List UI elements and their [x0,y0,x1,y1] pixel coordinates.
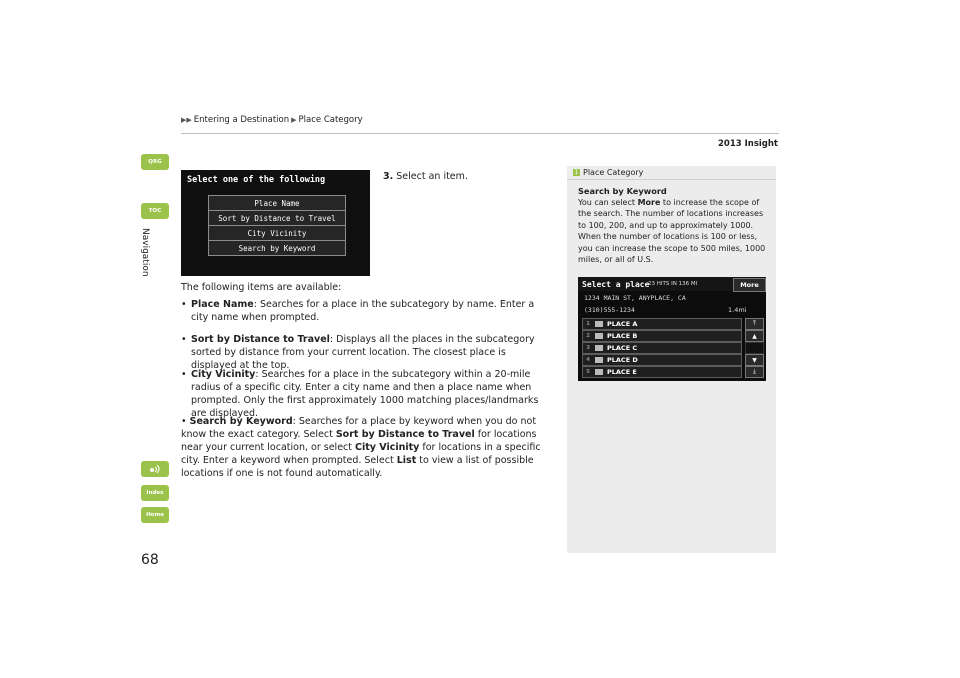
row-label: PLACE B [607,332,638,340]
nav-screen-image [181,170,370,276]
tab-toc[interactable]: TOC [141,203,169,219]
bullet-icon: • [181,299,187,310]
bold-term: City Vicinity [355,442,420,453]
item-desc: for locations near your current location, or select [181,429,537,453]
breadcrumb-arrow-icon: ▶▶ [181,116,192,124]
breadcrumb-current: Place Category [298,115,363,125]
tab-qrg[interactable]: QRG [141,154,169,170]
side-note-text [578,197,770,265]
more-button: More [733,278,766,292]
side-note-subheading: Search by Keyword [578,186,667,196]
scroll-top-icon: ⤒ [745,318,764,330]
voice-command-icon [148,464,162,474]
row-number: 5 [586,369,590,375]
row-label: PLACE C [607,344,638,352]
section-label: Navigation [140,228,150,277]
item-desc: for locations in a specific city. Enter a keyword when prompted. Select [181,442,541,466]
item-term: Sort by Distance to Travel [191,334,330,345]
item-desc: to view a list of possible locations if one is not found automatically. [181,455,534,479]
place-row [582,354,742,366]
nav-option-search-by-keyword: Search by Keyword [208,240,346,256]
item-desc: : Searches for a place in the subcategory within a 20-mile radius of a specific city. Enter a city name and then a place name when prompted. Only the first approximately 1000 matching places/landmarks are displayed. [191,369,539,419]
side-note-heading [573,168,643,177]
nav-option-city-vicinity: City Vicinity [208,225,346,241]
row-number: 1 [586,321,590,327]
row-number: 2 [586,333,590,339]
intro-text: The following items are available: [181,282,342,293]
scroll-bottom-icon: ⤓ [745,366,764,378]
place-distance: 1.4mi [728,306,747,314]
page-number: 68 [141,552,159,568]
place-row [582,366,742,378]
step-text: Select an item. [393,171,468,182]
note-text: to increase the scope of the search. The number of locations increases to 100, 200, and up to approximately 1000. When the number of locations is 100 or less, you can increase the scope to 500 miles, 1000 miles, or all of U.S. [578,198,766,265]
row-label: PLACE D [607,356,638,364]
step-instruction [383,171,468,182]
nav-option-sort-by-distance: Sort by Distance to Travel [208,210,346,226]
place-type-icon [595,333,603,339]
bullet-icon: • [181,334,187,345]
item-desc: : Searches for a place by keyword when you do not know the exact category. Select [181,416,537,440]
bullet-icon: • [181,416,187,427]
place-type-icon [595,321,603,327]
breadcrumb-link-entering-destination[interactable]: Entering a Destination [193,115,290,125]
item-term: Search by Keyword [189,416,293,427]
scroll-up-icon: ▲ [745,330,764,342]
tab-voice[interactable] [141,461,169,477]
note-text: You can select [578,198,638,207]
side-note-title: Place Category [583,168,644,177]
place-row [582,330,742,342]
note-marker-icon: 1 [574,169,579,176]
place-row [582,342,742,354]
item-desc: : Displays all the places in the subcategory sorted by distance from your current location. The closest place is displayed at the top. [191,334,535,371]
bold-term: Sort by Distance to Travel [335,429,475,440]
place-type-icon [595,357,603,363]
header-divider [181,133,779,134]
nav-option-place-name: Place Name [208,195,346,211]
item-term: City Vicinity [191,369,256,380]
nav-screen-title: Select one of the following [187,175,326,185]
place-screen-title: Select a place [582,280,650,289]
breadcrumb [181,115,363,125]
scroll-track [745,342,764,354]
row-label: PLACE A [607,320,638,328]
item-desc: : Searches for a place in the subcategory by name. Enter a city name when prompted. [191,299,535,323]
panel-divider [567,179,776,180]
item-term: Place Name [191,299,254,310]
place-hits-info: 23 HITS IN 136 MI [648,281,698,287]
place-type-icon [595,369,603,375]
place-phone: (310)555-1234 [584,306,635,314]
list-item [181,298,553,324]
place-type-icon [595,345,603,351]
bold-term: List [396,455,417,466]
list-item [181,333,553,372]
row-label: PLACE E [607,368,637,376]
list-item [181,368,553,420]
scroll-down-icon: ▼ [745,354,764,366]
model-name: 2013 Insight [717,139,778,149]
row-number: 3 [586,345,590,351]
tab-index[interactable]: Index [141,485,169,501]
step-number: 3. [383,171,394,182]
place-row [582,318,742,330]
bullet-icon: • [181,369,187,380]
bold-term: More [637,198,661,207]
place-screen-image [578,277,766,381]
tab-home[interactable]: Home [141,507,169,523]
row-number: 4 [586,357,590,363]
breadcrumb-arrow-icon: ▶ [291,116,297,124]
place-address: 1234 MAIN ST, ANYPLACE, CA [584,294,686,302]
list-item-keyword [181,415,553,480]
